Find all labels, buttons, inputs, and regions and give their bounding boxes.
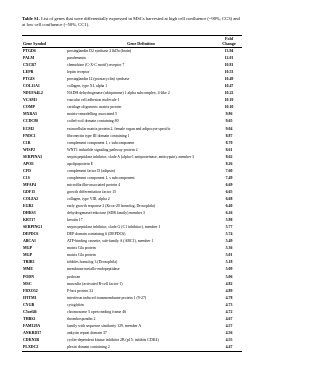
gene-symbol-cell: PLXDC2 xyxy=(22,344,66,352)
gene-definition-cell: serpin peptidase inhibitor, clade G (C1 inhibitor), member 1 xyxy=(67,225,161,230)
gene-symbol-cell: MXRA5 xyxy=(23,112,38,117)
table-row xyxy=(22,302,242,309)
table-row xyxy=(22,182,242,189)
gene-definition-cell: plexin domain containing 2 xyxy=(66,344,216,352)
fold-change-cell: 4.73 xyxy=(225,302,233,307)
fold-change-cell: 10.49 xyxy=(224,77,234,82)
table-row xyxy=(22,323,242,330)
table-row xyxy=(22,260,242,267)
table-row xyxy=(22,224,242,231)
gene-symbol-cell: CFD xyxy=(23,168,31,173)
gene-definition-cell: dehydrogenase/reductase (SDR family) member 3 xyxy=(67,211,146,216)
fold-change-cell: 9.86 xyxy=(225,112,233,117)
caption-text: List of genes that were differentially expressed in MSCs harvested at high cell confluence (~90%, CC3) and at low cell confluence (~50%, CC1). xyxy=(22,16,240,27)
table-row xyxy=(22,281,242,288)
gene-definition-cell: WNT1 inducible signaling pathway protein 2 xyxy=(67,147,138,152)
gene-definition-cell: membrane metallo-endopeptidase xyxy=(67,267,120,272)
gene-symbol-cell: DHRS3 xyxy=(23,211,36,216)
fold-change-cell: 8.61 xyxy=(225,147,233,152)
gene-definition-cell: vascular cell adhesion molecule 1 xyxy=(67,98,120,103)
fold-change-cell: 6.26 xyxy=(225,211,233,216)
gene-symbol-cell: C1S xyxy=(23,175,30,180)
gene-definition-cell: cyclin-dependent kinase inhibitor 2B (p15, inhibits CDK4) xyxy=(67,337,159,342)
gene-definition-cell: matrix Gla protein xyxy=(67,253,96,258)
table-row xyxy=(22,154,242,161)
fold-change-cell: 9.65 xyxy=(225,119,233,124)
gene-definition-cell: fibronectin type III domain containing 1 xyxy=(67,133,130,138)
table-row xyxy=(22,238,242,245)
fold-change-cell: 10.10 xyxy=(224,105,234,110)
table-row xyxy=(22,98,242,105)
gene-symbol-cell: APOE xyxy=(23,161,34,166)
gene-symbol-cell: ECM2 xyxy=(23,126,35,131)
gene-symbol-cell: CYGB xyxy=(23,302,35,307)
gene-symbol-cell: THBS2 xyxy=(23,316,36,321)
gene-definition-cell: complement factor D (adipsin) xyxy=(67,168,115,173)
table-row xyxy=(22,267,242,274)
gene-definition-cell: ATP-binding cassette, sub-family A (ABC1), member 1 xyxy=(67,239,154,244)
table-row xyxy=(22,105,242,112)
fold-change-cell: 5.18 xyxy=(225,260,233,265)
gene-definition-cell: F-box protein 32 xyxy=(67,288,94,293)
table-row xyxy=(22,133,242,140)
gene-definition-cell: extracellular matrix protein 2, female organ and adipocyte specific xyxy=(67,126,171,131)
table-row xyxy=(22,295,242,302)
fold-change-cell: 4.57 xyxy=(225,323,233,328)
fold-change-cell: 4.72 xyxy=(225,309,233,314)
gene-symbol-cell: EGR2 xyxy=(23,204,34,209)
gene-symbol-cell: NDUFA4L2 xyxy=(23,91,43,96)
gene-symbol-cell: TRIB3 xyxy=(23,260,35,265)
gene-symbol-cell: MSC xyxy=(23,281,32,286)
fold-change-cell: 4.56 xyxy=(225,330,233,335)
table-row xyxy=(22,126,242,133)
gene-definition-cell: matrix Gla protein xyxy=(67,246,96,251)
gene-definition-cell: podocan xyxy=(67,274,81,279)
table-header-row xyxy=(22,36,242,48)
gene-definition-cell: interferon induced transmembrane protein 1 (9-27) xyxy=(67,295,147,300)
gene-symbol-cell: COL8A2 xyxy=(23,197,39,201)
fold-change-cell: 10.19 xyxy=(224,98,234,103)
table-row xyxy=(22,147,242,154)
gene-definition-cell: cytoglobin xyxy=(67,302,84,307)
gene-symbol-cell: COMP xyxy=(23,105,35,110)
gene-definition-cell: thrombospondin 2 xyxy=(67,316,96,321)
fold-change-cell: 5.98 xyxy=(225,218,233,223)
gene-table xyxy=(22,35,242,352)
gene-definition-cell: ankyrin repeat domain 37 xyxy=(67,330,107,335)
header-gene-definition: Gene Definition xyxy=(66,36,216,48)
table-row xyxy=(22,140,242,147)
table-row xyxy=(22,69,242,76)
fold-change-cell: 4.55 xyxy=(225,337,233,342)
table-row xyxy=(22,330,242,337)
fold-change-cell: 4.82 xyxy=(225,281,233,286)
gene-symbol-cell: FAM129A xyxy=(23,323,41,328)
table-row xyxy=(22,203,242,210)
table-row xyxy=(22,55,242,62)
table-row xyxy=(22,62,242,69)
header-fold-line1: Fold xyxy=(225,36,233,41)
table-row xyxy=(22,246,242,253)
fold-change-cell: 9.04 xyxy=(225,126,233,131)
gene-symbol-cell: VCAM1 xyxy=(23,98,38,103)
table-row xyxy=(22,90,242,97)
table-row xyxy=(22,83,242,90)
gene-definition-cell: DEP domain containing 6 (DEPDC6) xyxy=(67,232,126,237)
table-row xyxy=(22,196,242,203)
fold-change-cell: 5.49 xyxy=(225,239,233,244)
gene-symbol-cell: GDF15 xyxy=(23,189,36,194)
gene-symbol-cell: IFITM1 xyxy=(23,295,37,300)
gene-symbol-cell: WISP2 xyxy=(23,147,35,152)
fold-change-cell: 8.70 xyxy=(225,140,233,145)
gene-definition-cell: prostaglandin I2 (prostacyclin) synthase xyxy=(67,77,130,82)
table-row xyxy=(22,168,242,175)
header-fold-line2: Change xyxy=(222,40,236,46)
fold-change-cell: 10.22 xyxy=(224,91,234,96)
table-row xyxy=(22,274,242,281)
fold-change-cell: 12.01 xyxy=(224,56,234,61)
fold-change-cell: 10.81 xyxy=(224,63,234,68)
gene-definition-cell: coiled-coil domain containing 80 xyxy=(67,119,119,124)
gene-symbol-cell: FNDC1 xyxy=(23,133,36,138)
table-row xyxy=(22,161,242,168)
fold-change-cell: 6.68 xyxy=(225,197,233,201)
gene-symbol-cell: C1R xyxy=(23,140,31,145)
table-row xyxy=(22,231,242,238)
gene-definition-cell: family with sequence similarity 129, member A xyxy=(67,323,142,328)
gene-definition-cell: chromosome 5 open reading frame 46 xyxy=(67,309,127,314)
gene-symbol-cell: PTGDS xyxy=(23,49,36,54)
gene-definition-cell: paralemmin xyxy=(67,56,86,61)
gene-symbol-cell: C5orf46 xyxy=(23,309,37,314)
fold-change-cell: 6.65 xyxy=(225,189,233,194)
table-row xyxy=(22,344,242,352)
gene-symbol-cell: PALM xyxy=(23,56,35,61)
table-row xyxy=(22,316,242,323)
table-row xyxy=(22,337,242,344)
gene-symbol-cell: ABCA1 xyxy=(23,239,36,244)
gene-definition-cell: NADH dehydrogenase (ubiquinone) 1 alpha subcomplex, 4-like 2 xyxy=(67,91,170,96)
gene-symbol-cell: DEPDC6 xyxy=(23,232,39,237)
gene-symbol-cell: ANKRD37 xyxy=(23,330,42,335)
gene-definition-cell: microfibrillar-associated protein 4 xyxy=(67,182,121,187)
table-row xyxy=(22,175,242,182)
fold-change-cell: 4.89 xyxy=(225,288,233,293)
gene-symbol-cell: COL11A1 xyxy=(23,84,40,89)
gene-symbol-cell: FBXO32 xyxy=(23,288,38,293)
fold-change-cell: 5.01 xyxy=(225,253,233,258)
fold-change-cell: 7.49 xyxy=(225,175,233,180)
fold-change-cell: 4.78 xyxy=(225,295,233,300)
caption-label: Table S1. xyxy=(22,16,40,21)
fold-change-cell: 4.47 xyxy=(216,344,242,352)
table-row xyxy=(22,288,242,295)
table-row xyxy=(22,210,242,217)
table-row xyxy=(22,119,242,126)
header-fold-change xyxy=(216,36,242,48)
gene-definition-cell: musculin (activated B-cell factor-1) xyxy=(67,281,123,286)
fold-change-cell: 5.77 xyxy=(225,225,233,230)
gene-symbol-cell: MFAP4 xyxy=(23,182,36,187)
table-row xyxy=(22,217,242,224)
fold-change-cell: 10.47 xyxy=(224,84,234,89)
fold-change-cell: 8.26 xyxy=(225,161,233,166)
table-row xyxy=(22,76,242,83)
gene-definition-cell: tribbles homolog 3 (Drosophila) xyxy=(67,260,118,265)
gene-definition-cell: early growth response 2 (Krox-20 homolog, Drosophila) xyxy=(67,204,156,209)
fold-change-cell: 8.62 xyxy=(225,154,233,159)
fold-change-cell: 5.74 xyxy=(225,232,233,237)
fold-change-cell: 13.94 xyxy=(224,49,234,54)
gene-definition-cell: growth differentiation factor 15 xyxy=(67,189,117,194)
gene-symbol-cell: LEPR xyxy=(23,70,34,75)
table-body xyxy=(22,48,242,352)
gene-symbol-cell: PODN xyxy=(23,274,35,279)
gene-definition-cell: collagen, type XI, alpha 1 xyxy=(67,84,108,89)
gene-symbol-cell: CXCR7 xyxy=(23,63,37,68)
gene-definition-cell: complement component 1, s subcomponent xyxy=(67,175,135,180)
fold-change-cell: 6.69 xyxy=(225,182,233,187)
gene-symbol-cell: SERPINA3 xyxy=(23,154,43,159)
gene-symbol-cell: MGP xyxy=(23,253,33,258)
gene-symbol-cell: MME xyxy=(23,267,33,272)
gene-definition-cell: matrix-remodelling associated 5 xyxy=(67,112,118,117)
gene-symbol-cell: CDKN2B xyxy=(23,337,39,342)
fold-change-cell: 10.53 xyxy=(224,70,234,75)
gene-definition-cell: serpin peptidase inhibitor, clade A (alpha-1 antiproteinase, antitrypsin), member 3 xyxy=(67,154,195,159)
fold-change-cell: 5.09 xyxy=(225,267,233,272)
table-caption xyxy=(22,16,244,27)
gene-definition-cell: collagen, type VIII, alpha 2 xyxy=(67,197,110,201)
table-row xyxy=(22,253,242,260)
fold-change-cell: 6.40 xyxy=(225,204,233,209)
gene-symbol-cell: KRT17 xyxy=(23,218,36,223)
table-row xyxy=(22,48,242,56)
fold-change-cell: 7.60 xyxy=(225,168,233,173)
gene-symbol-cell: SERPING1 xyxy=(23,225,43,230)
fold-change-cell: 4.67 xyxy=(225,316,233,321)
gene-symbol-cell: CCDC80 xyxy=(23,119,39,124)
gene-symbol-cell: PTGIS xyxy=(23,77,35,82)
gene-definition-cell: chemokine (C-X-C motif) receptor 7 xyxy=(67,63,125,68)
fold-change-cell: 5.36 xyxy=(225,246,233,251)
gene-definition-cell: prostaglandin D2 synthase 21kDa (brain) xyxy=(67,49,132,54)
table-row xyxy=(22,309,242,316)
gene-symbol-cell: MGP xyxy=(23,246,33,251)
fold-change-cell: 8.87 xyxy=(225,133,233,138)
gene-definition-cell: leptin receptor xyxy=(67,70,90,75)
gene-definition-cell: keratin 17 xyxy=(67,218,83,223)
table-row xyxy=(22,189,242,196)
header-gene-symbol: Gene Symbol xyxy=(22,36,66,48)
fold-change-cell: 5.06 xyxy=(225,274,233,279)
gene-definition-cell: complement component 1, r subcomponent xyxy=(67,140,135,145)
table-row xyxy=(22,112,242,119)
gene-definition-cell: cartilage oligomeric matrix protein xyxy=(67,105,122,110)
gene-definition-cell: apolipoprotein E xyxy=(67,161,94,166)
